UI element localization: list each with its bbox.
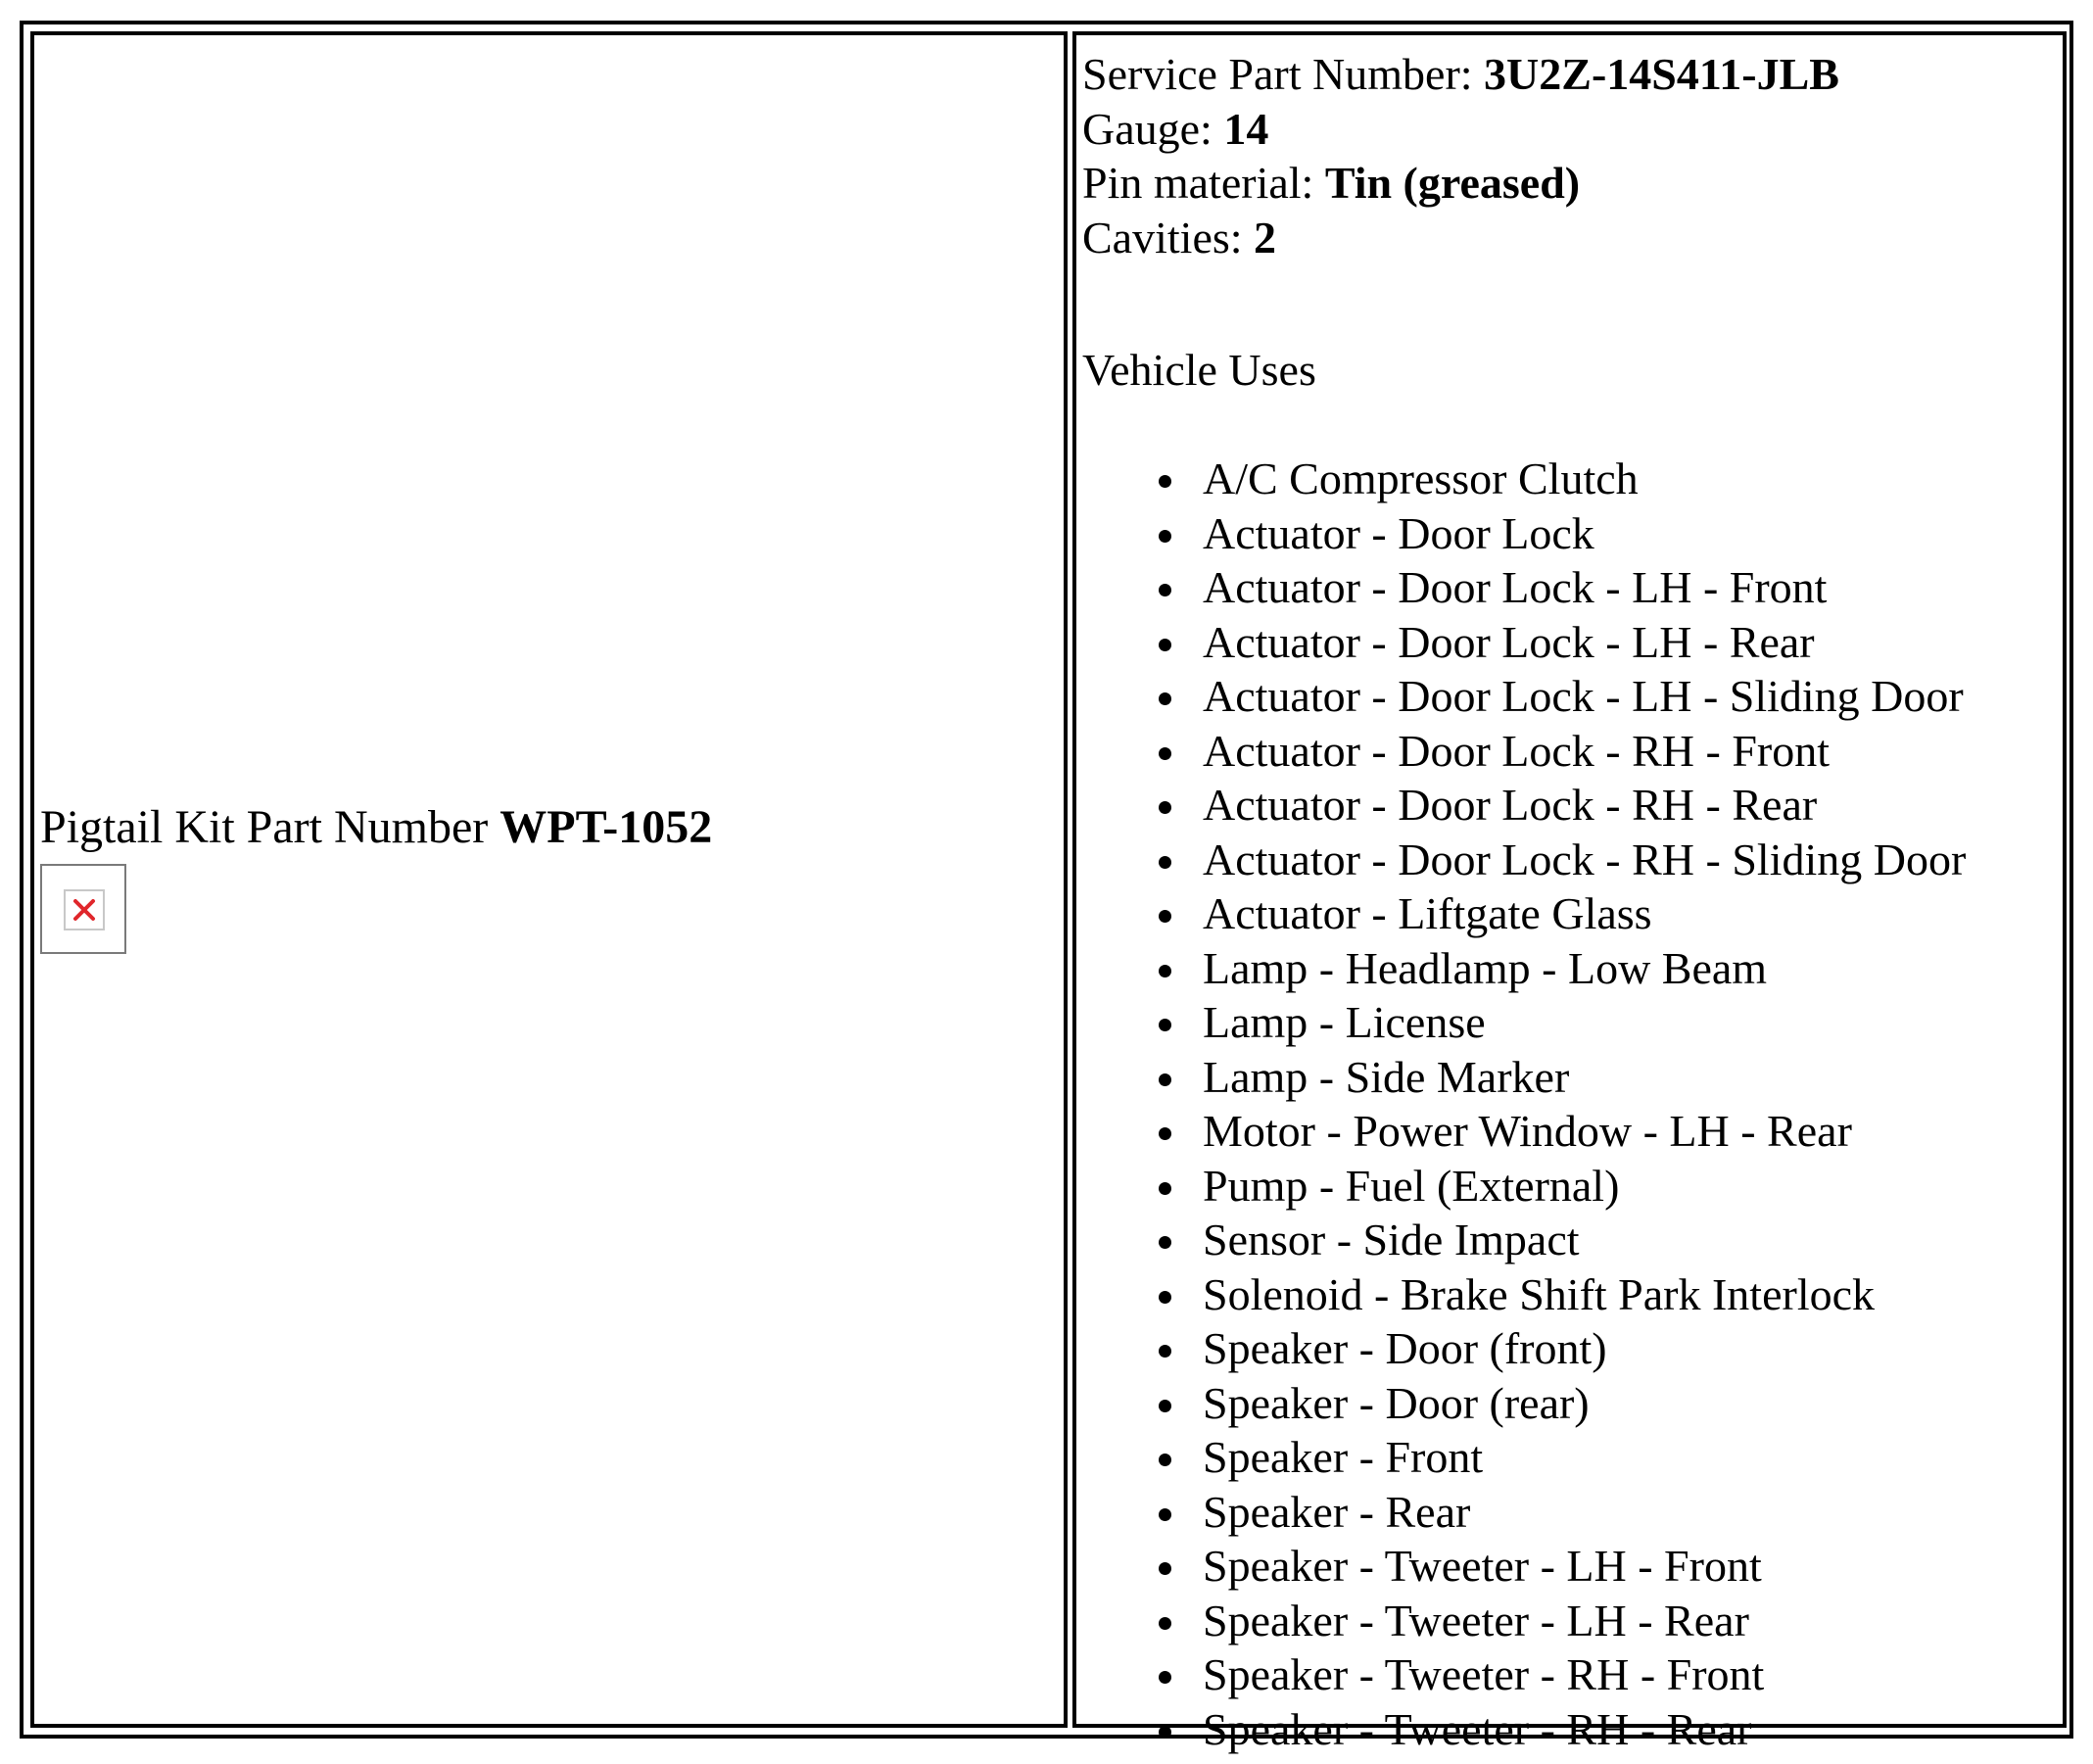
bullet-icon (1159, 530, 1171, 543)
pin-material-label: Pin material: (1082, 158, 1325, 208)
list-item (1082, 669, 1966, 724)
list-item (1082, 1594, 1966, 1648)
list-item (1082, 1267, 1966, 1322)
broken-image-icon (64, 889, 105, 930)
list-item (1082, 1702, 1966, 1757)
bullet-icon (1159, 1236, 1171, 1249)
service-part-number-value: 3U2Z-14S411-JLB (1484, 49, 1839, 99)
bullet-icon (1159, 1127, 1171, 1140)
pigtail-kit-cell (30, 31, 1068, 1728)
list-item-label: Solenoid - Brake Shift Park Interlock (1203, 1268, 1876, 1319)
list-item (1082, 1159, 1966, 1214)
bullet-icon (1159, 1454, 1171, 1466)
list-item (1082, 452, 1966, 506)
gauge-row (1082, 102, 1839, 157)
list-item-label: Actuator - Liftgate Glass (1203, 888, 1652, 938)
list-item (1082, 886, 1966, 941)
bullet-icon (1159, 1345, 1171, 1358)
list-item-label: Lamp - License (1203, 997, 1486, 1047)
list-item-label: A/C Compressor Clutch (1203, 453, 1639, 503)
list-item-label: Actuator - Door Lock - LH - Sliding Door (1203, 671, 1964, 721)
list-item-label: Speaker - Rear (1203, 1486, 1471, 1537)
bullet-icon (1159, 1019, 1171, 1031)
list-item-label: Speaker - Tweeter - LH - Rear (1203, 1595, 1749, 1645)
cavities-value: 2 (1254, 212, 1277, 262)
bullet-icon (1159, 965, 1171, 977)
list-item-label: Speaker - Door (front) (1203, 1323, 1607, 1373)
bullet-icon (1159, 801, 1171, 814)
list-item (1082, 615, 1966, 670)
list-item-label: Speaker - Door (rear) (1203, 1377, 1590, 1428)
list-item-label: Lamp - Side Marker (1203, 1051, 1570, 1102)
service-part-number-row (1082, 47, 1839, 102)
pigtail-kit-line (40, 801, 712, 854)
list-item (1082, 1050, 1966, 1105)
list-item (1082, 833, 1966, 887)
list-item (1082, 1539, 1966, 1594)
list-item-label: Actuator - Door Lock - LH - Rear (1203, 616, 1815, 667)
bullet-icon (1159, 475, 1171, 488)
bullet-icon (1159, 1400, 1171, 1412)
bullet-icon (1159, 910, 1171, 923)
list-item (1082, 506, 1966, 561)
bullet-icon (1159, 584, 1171, 596)
list-item-label: Speaker - Front (1203, 1432, 1484, 1482)
list-item (1082, 1485, 1966, 1540)
pin-material-row (1082, 156, 1839, 211)
bullet-icon (1159, 1671, 1171, 1684)
bullet-icon (1159, 1726, 1171, 1739)
bullet-icon (1159, 1617, 1171, 1630)
red-x-icon (71, 897, 97, 923)
list-item-label: Speaker - Tweeter - RH - Rear (1203, 1703, 1752, 1754)
vehicle-uses-heading: Vehicle Uses (1082, 345, 1316, 395)
connector-table (20, 21, 2073, 1754)
bullet-icon (1159, 1182, 1171, 1195)
pin-material-value: Tin (greased) (1324, 158, 1581, 208)
bullet-icon (1159, 639, 1171, 651)
list-item (1082, 560, 1966, 615)
bullet-icon (1159, 747, 1171, 760)
list-item-label: Lamp - Headlamp - Low Beam (1203, 942, 1768, 993)
gauge-value: 14 (1223, 103, 1269, 154)
list-item (1082, 941, 1966, 996)
list-item-label: Actuator - Door Lock (1203, 507, 1594, 558)
list-item (1082, 778, 1966, 833)
list-item (1082, 1376, 1966, 1431)
list-item-label: Speaker - Tweeter - RH - Front (1203, 1649, 1765, 1699)
list-item-label: Actuator - Door Lock - RH - Sliding Door (1203, 834, 1967, 884)
cavities-row (1082, 211, 1839, 265)
list-item (1082, 1213, 1966, 1267)
list-item-label: Actuator - Door Lock - RH - Rear (1203, 780, 1818, 830)
gauge-label: Gauge: (1082, 103, 1224, 154)
list-item (1082, 1104, 1966, 1159)
service-part-number-label: Service Part Number: (1082, 49, 1485, 99)
bullet-icon (1159, 1508, 1171, 1521)
bullet-icon (1159, 1073, 1171, 1086)
list-item (1082, 1321, 1966, 1376)
bullet-icon (1159, 692, 1171, 705)
list-item (1082, 724, 1966, 779)
list-item (1082, 1430, 1966, 1485)
list-item-label: Sensor - Side Impact (1203, 1215, 1580, 1264)
list-item (1082, 1647, 1966, 1702)
bullet-icon (1159, 1291, 1171, 1304)
list-item-label: Speaker - Tweeter - LH - Front (1203, 1541, 1762, 1591)
list-item-label: Motor - Power Window - LH - Rear (1203, 1106, 1852, 1156)
list-item-label: Pump - Fuel (External) (1203, 1160, 1620, 1211)
bullet-icon (1159, 856, 1171, 869)
pigtail-kit-image (40, 864, 126, 954)
cavities-label: Cavities: (1082, 212, 1255, 262)
vehicle-uses-list (1082, 452, 1966, 1756)
bullet-icon (1159, 1562, 1171, 1575)
specs-block (1082, 47, 1839, 264)
connector-details-cell (1072, 31, 2067, 1754)
list-item-label: Actuator - Door Lock - LH - Front (1203, 562, 1828, 612)
pigtail-kit-label: Pigtail Kit Part Number (40, 801, 500, 853)
list-item-label: Actuator - Door Lock - RH - Front (1203, 725, 1831, 776)
list-item (1082, 995, 1966, 1050)
pigtail-kit-part-number: WPT-1052 (499, 801, 713, 853)
